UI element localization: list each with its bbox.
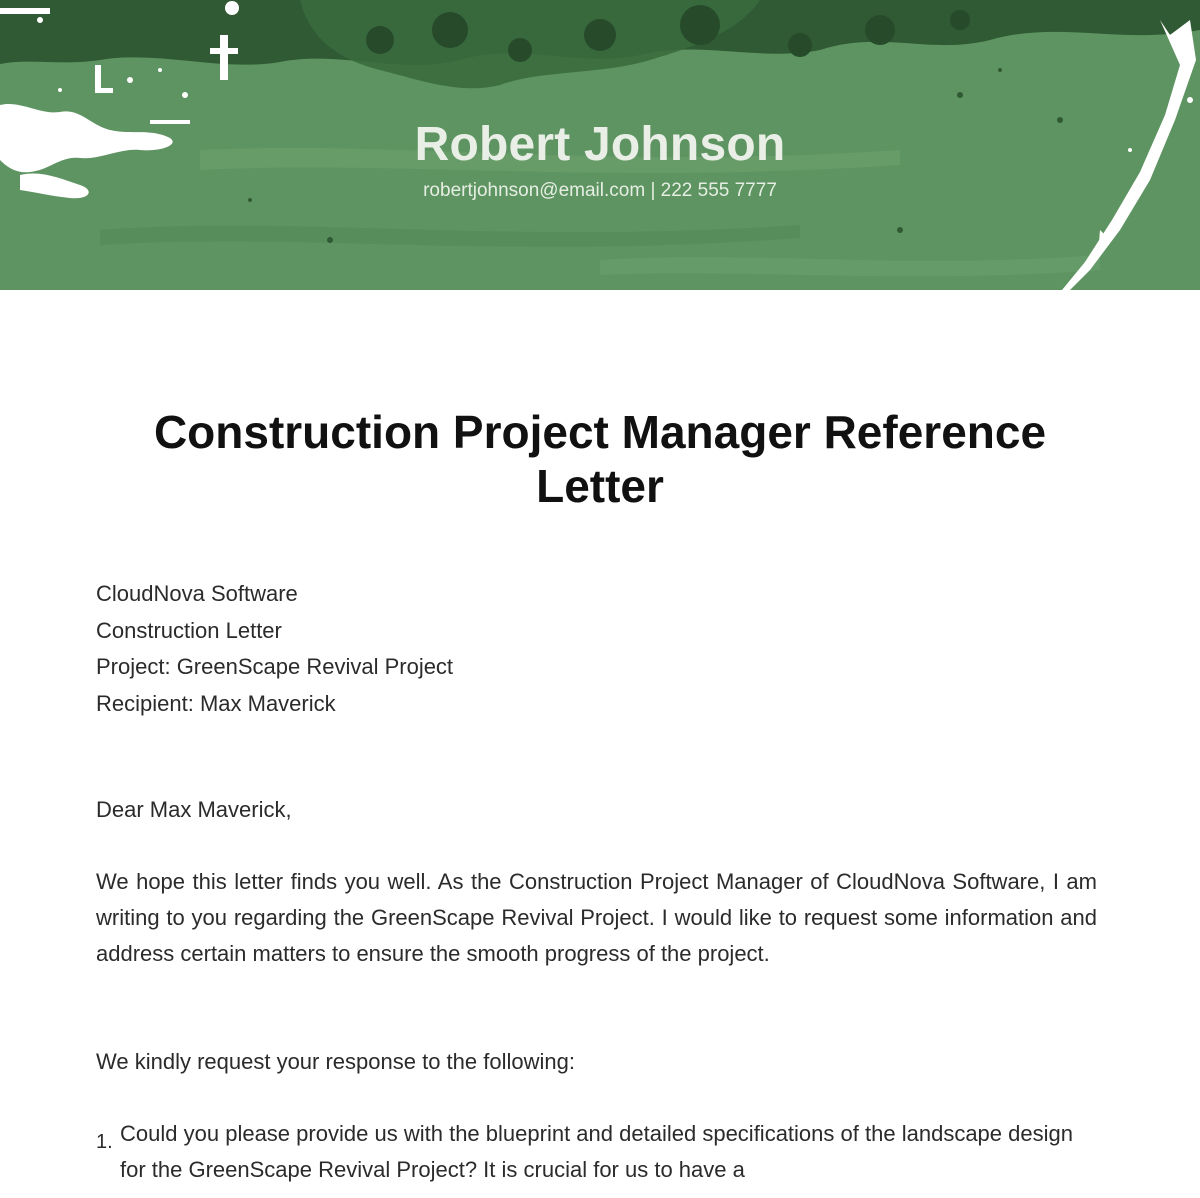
salutation: Dear Max Maverick,	[96, 797, 292, 822]
letter-title: Construction Project Manager Reference Letter	[153, 406, 1047, 512]
list-item	[96, 1116, 1073, 1188]
company-name: CloudNova Software	[96, 581, 298, 606]
sender-name: Robert Johnson	[414, 118, 786, 171]
project-line: Project: GreenScape Revival Project	[96, 654, 454, 679]
list-item-text: Could you please provide us with the blueprint and detailed specifications of the landscape design for the GreenScape Revival Project? It is crucial for us to have a	[120, 1121, 1073, 1182]
recipient-line: Recipient: Max Maverick	[96, 690, 336, 716]
letter-type: Construction Letter	[96, 617, 282, 643]
list-item-number: 1.	[96, 1131, 113, 1153]
body-paragraph: We hope this letter finds you well. As the Construction Project Manager of CloudNova Software, I am writing to you regarding the GreenScape Revival Project. I would like to request some information and address certain matters to ensure the smooth progress of the project.	[96, 869, 1097, 966]
address-block	[96, 576, 453, 722]
sender-contact-info: robertjohnson@email.com | 222 555 7777	[423, 180, 777, 201]
body-paragraph: We kindly request your response to the following:	[96, 1049, 575, 1074]
letterhead-banner	[0, 0, 1200, 290]
